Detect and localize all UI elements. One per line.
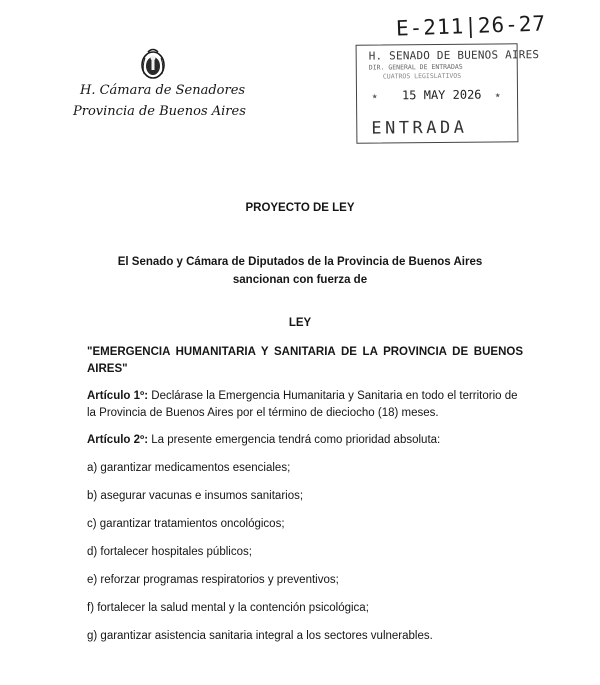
provincial-seal-icon — [138, 46, 168, 82]
list-item: e) reforzar programas respiratorios y preventivos; — [87, 574, 339, 586]
article-1 — [87, 388, 523, 422]
letterhead-line1: H. Cámara de Senadores — [80, 83, 246, 98]
stamp-line2: DIR. GENERAL DE ENTRADAS — [368, 62, 463, 72]
reception-stamp — [356, 43, 540, 143]
stamp-label: ENTRADA — [371, 117, 468, 139]
list-item: a) garantizar medicamentos esenciales; — [87, 462, 291, 474]
star-icon: ★ — [494, 90, 501, 101]
article-2-text: La presente emergencia tendrá como prioridad absoluta: — [148, 434, 441, 446]
list-item: c) garantizar tratamientos oncológicos; — [87, 518, 285, 530]
file-number: E-211|26-27 — [395, 11, 547, 41]
list-item: g) garantizar asistencia sanitaria integral a los sectores vulnerables. — [87, 630, 433, 642]
list-item: d) fortalecer hospitales públicos; — [87, 546, 252, 558]
enacting-clause-line1: El Senado y Cámara de Diputados de la Provincia de Buenos Aires — [117, 256, 483, 268]
stamp-line3: CUATROS LEGISLATIVOS — [382, 71, 462, 81]
article-2 — [87, 432, 523, 449]
article-1-text: Declárase la Emergencia Humanitaria y Sanitaria en todo el territorio de la Provincia de Buenos Aires por el término de dieciocho (18) meses. — [87, 390, 518, 419]
stamp-date: 15 MAY 2026 — [401, 87, 482, 103]
letterhead-line2: Provincia de Buenos Aires — [73, 104, 246, 119]
article-1-label: Artículo 1º: — [87, 390, 149, 402]
list-item: b) asegurar vacunas e insumos sanitarios; — [87, 490, 304, 502]
list-item: f) fortalecer la salud mental y la contención psicológica; — [87, 602, 369, 614]
ley-heading: LEY — [288, 317, 312, 329]
law-title: "EMERGENCIA HUMANITARIA Y SANITARIA DE LA PROVINCIA DE BUENOS AIRES" — [87, 346, 523, 375]
document-heading: PROYECTO DE LEY — [245, 202, 355, 214]
enacting-clause-line2: sancionan con fuerza de — [232, 274, 368, 286]
stamp-line1: H. SENADO DE BUENOS AIRES — [368, 48, 540, 63]
article-2-label: Artículo 2º: — [87, 434, 149, 446]
star-icon: ★ — [371, 91, 378, 102]
